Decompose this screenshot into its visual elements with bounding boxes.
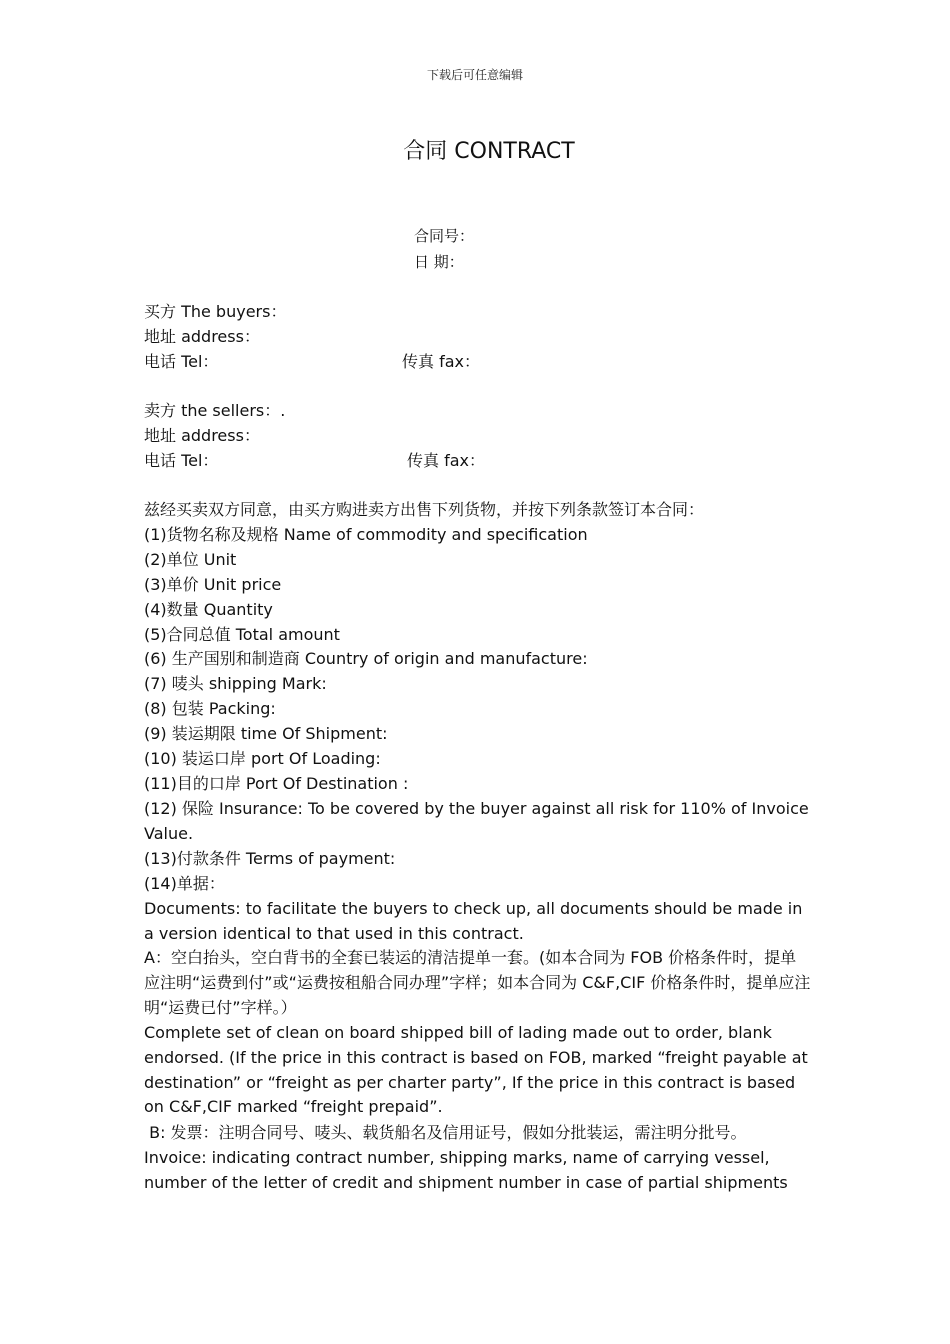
buyer-name-label: 买方 The buyers： — [144, 302, 287, 321]
seller-address-label: 地址 address： — [144, 426, 260, 445]
bill-of-lading-cn: A：空白抬头，空白背书的全套已装运的清洁提单一套。(如本合同为 FOB 价格条件时，提单应注明“运费到付”或“运费按租船合同办理”字样；如本合同为 C&F,CIF 价格条件时，提单应注明“运费已付”字样。） — [144, 948, 811, 1017]
clause-item: (8) 包装 Packing: — [144, 699, 276, 718]
clause-item: (5)合同总值 Total amount — [144, 625, 340, 644]
page-header-note: 下载后可任意编辑 — [426, 68, 523, 82]
buyer-address-label: 地址 address： — [144, 327, 260, 346]
seller-fax-label: 传真 fax： — [407, 451, 485, 470]
contract-number-label: 合同号： — [414, 227, 475, 245]
contract-intro: 兹经买卖双方同意，由买方购进卖方出售下列货物，并按下列条款签订本合同： — [144, 500, 705, 519]
insurance-clause: (12) 保险 Insurance: To be covered by the buyer against all risk for 110% of Invoice Value. — [144, 799, 809, 843]
buyer-fax-label: 传真 fax： — [402, 352, 480, 371]
invoice-cn: B: 发票：注明合同号、唛头、载货船名及信用证号，假如分批装运，需注明分批号。 — [144, 1123, 747, 1142]
seller-name-label: 卖方 the sellers：. — [144, 401, 286, 420]
clause-item: (3)单价 Unit price — [144, 575, 282, 594]
payment-terms-clause: (13)付款条件 Terms of payment: — [144, 849, 396, 868]
bill-of-lading-en: Complete set of clean on board shipped bill of lading made out to order, blank endorsed. (If the price in this contract is based on FOB, marked “freight payable at destination” or “freight as per charter party”, If the price in this contract is based on C&F,CIF marked “freight prepaid”. — [144, 1023, 808, 1117]
clause-item: (4)数量 Quantity — [144, 600, 273, 619]
clause-item: (2)单位 Unit — [144, 550, 237, 569]
clause-item: (10) 装运口岸 port Of Loading: — [144, 749, 381, 768]
date-label: 日 期： — [414, 253, 464, 271]
invoice-en: Invoice: indicating contract number, shipping marks, name of carrying vessel, number of the letter of credit and shipment number in case of partial shipments — [144, 1148, 788, 1192]
clause-item: (9) 装运期限 time Of Shipment: — [144, 724, 388, 743]
document-title: 合同 CONTRACT — [403, 139, 575, 164]
clause-item: (11)目的口岸 Port Of Destination : — [144, 774, 409, 793]
documents-clause-heading: (14)单据： — [144, 874, 225, 893]
buyer-tel-label: 电话 Tel： — [144, 352, 219, 371]
seller-tel-label: 电话 Tel： — [144, 451, 219, 470]
clause-item: (6) 生产国别和制造商 Country of origin and manufacture: — [144, 649, 588, 668]
clause-item: (1)货物名称及规格 Name of commodity and specification — [144, 525, 588, 544]
documents-description: Documents: to facilitate the buyers to check up, all documents should be made in a version identical to that used in this contract. — [144, 899, 803, 943]
clause-item: (7) 唛头 shipping Mark: — [144, 674, 327, 693]
